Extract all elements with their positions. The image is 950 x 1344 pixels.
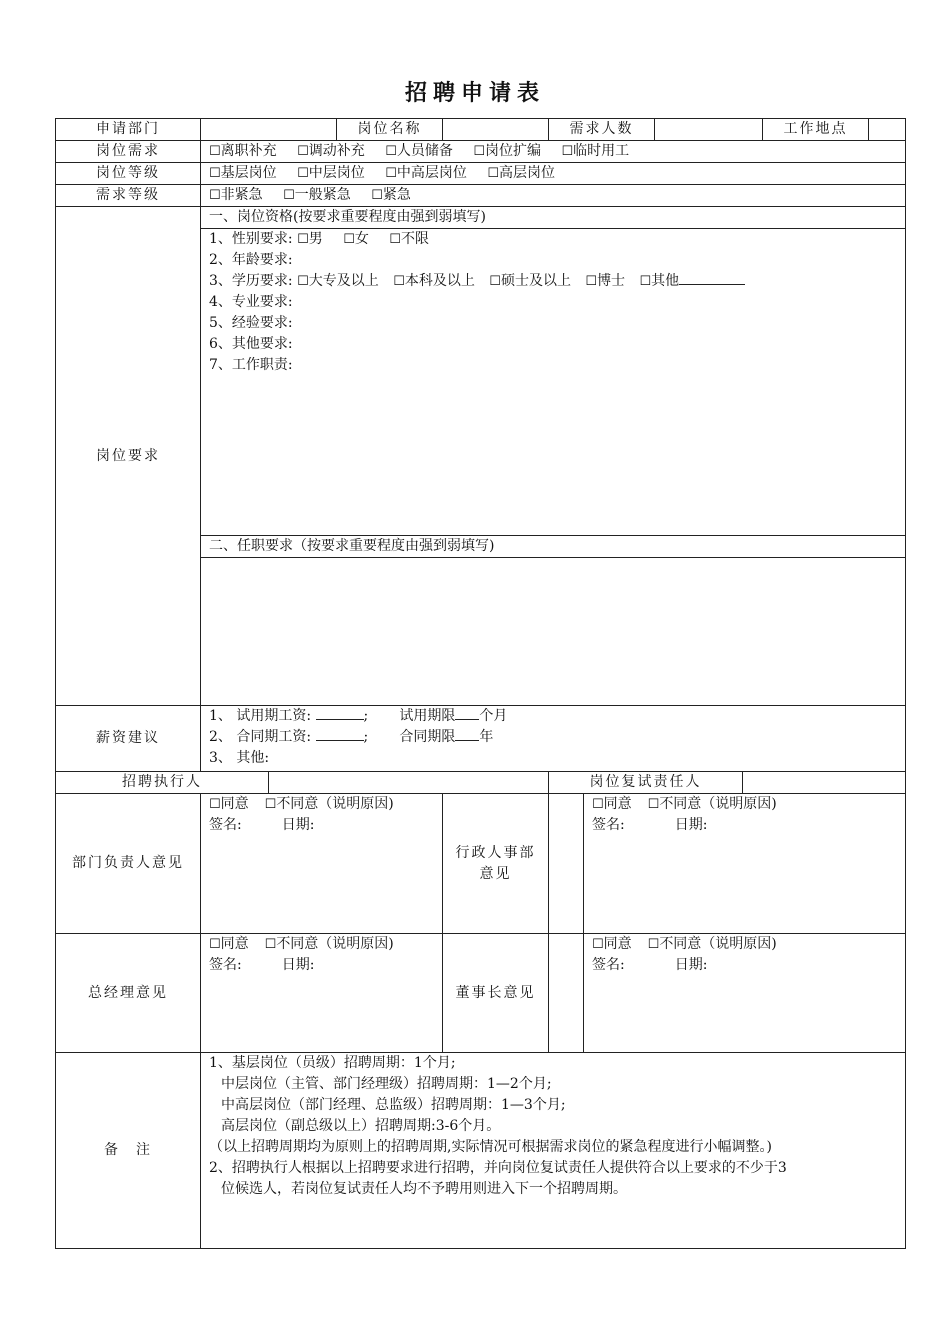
edu-other-blank[interactable]: [679, 284, 745, 285]
job-requirement-title: 二、任职要求（按要求重要程度由强到弱填写): [201, 536, 905, 558]
gm-opinion: [201, 934, 443, 1053]
probation-salary-label: 1、 试用期工资:: [209, 708, 312, 724]
edu-checkbox-1[interactable]: ☐ 大专及以上: [297, 273, 379, 289]
education-requirement: [209, 271, 897, 292]
page-title: 招聘申请表: [404, 81, 545, 106]
need-checkbox-4[interactable]: ☐ 岗位扩编: [473, 143, 541, 159]
hr-label: 行政人事部意见: [443, 794, 549, 934]
major-label: 4、专业要求:: [209, 294, 293, 310]
chairman-label: 董事长意见: [443, 934, 549, 1053]
level-checkbox-1[interactable]: ☐ 基层岗位: [209, 165, 277, 181]
gm-disagree-checkbox[interactable]: ☐ 不同意（说明原因): [265, 936, 394, 952]
remark-line-4: 高层岗位（副总级以上）招聘周期:3-6个月。: [221, 1118, 501, 1134]
dept-input[interactable]: [201, 119, 337, 141]
hr-opinion: [549, 794, 906, 934]
edu-checkbox-5[interactable]: ☐ 其他: [640, 273, 680, 289]
requirements-label: 岗位要求: [56, 207, 201, 706]
gm-sign-label: 签名:: [209, 957, 242, 973]
dept-head-disagree-checkbox[interactable]: ☐ 不同意（说明原因): [265, 796, 394, 812]
contract-period-blank[interactable]: [455, 740, 479, 741]
remark-line-3: 中高层岗位（部门经理、总监级）招聘周期：1—3个月;: [221, 1097, 566, 1113]
reviewer-label: 岗位复试责任人: [549, 772, 743, 794]
dept-label: 申请部门: [56, 119, 201, 141]
gender-checkbox-male[interactable]: ☐ 男: [297, 231, 323, 247]
edu-checkbox-4[interactable]: ☐ 博士: [585, 273, 625, 289]
probation-salary-blank[interactable]: [316, 719, 364, 720]
contract-period-label: 合同期限: [399, 729, 456, 745]
need-options: [201, 141, 906, 163]
edu-checkbox-3[interactable]: ☐ 硕士及以上: [489, 273, 571, 289]
salary-other-label: 3、 其他:: [209, 750, 270, 766]
chairman-disagree-checkbox[interactable]: ☐ 不同意（说明原因): [648, 936, 777, 952]
level-label: 岗位等级: [56, 163, 201, 185]
experience-label: 5、经验要求:: [209, 315, 293, 331]
urgency-checkbox-2[interactable]: ☐ 一般紧急: [283, 187, 351, 203]
headcount-input[interactable]: [655, 119, 763, 141]
urgency-label: 需求等级: [56, 185, 201, 207]
contract-salary-blank[interactable]: [316, 740, 364, 741]
dept-head-date-label: 日期:: [281, 817, 315, 833]
salary-section: [201, 706, 906, 772]
gm-agree-checkbox[interactable]: ☐ 同意: [209, 936, 249, 952]
level-checkbox-2[interactable]: ☐ 中层岗位: [297, 165, 365, 181]
probation-period-unit: 个月: [479, 708, 508, 724]
chairman-date-label: 日期:: [674, 957, 708, 973]
executor-input[interactable]: [269, 772, 549, 794]
remark-line-5: （以上招聘周期均为原则上的招聘周期,实际情况可根据需求岗位的紧急程度进行小幅调整。): [209, 1139, 772, 1155]
other-requirement-label: 6、其他要求:: [209, 336, 293, 352]
remark-line-2: 中层岗位（主管、部门经理级）招聘周期：1—2个月;: [221, 1076, 552, 1092]
executor-label: 招聘执行人: [56, 772, 269, 794]
probation-period-blank[interactable]: [455, 719, 479, 720]
gm-label: 总经理意见: [56, 934, 201, 1053]
location-input[interactable]: [869, 119, 906, 141]
education-label: 3、学历要求:: [209, 273, 293, 289]
hr-agree-checkbox[interactable]: ☐ 同意: [592, 796, 632, 812]
remarks-label: 备 注: [56, 1053, 201, 1249]
recruitment-form: [55, 118, 906, 1249]
dept-head-opinion: [201, 794, 443, 934]
hr-disagree-checkbox[interactable]: ☐ 不同意（说明原因): [648, 796, 777, 812]
need-checkbox-2[interactable]: ☐ 调动补充: [297, 143, 365, 159]
headcount-label: 需求人数: [549, 119, 655, 141]
probation-salary-line: 1、 试用期工资: ; 试用期限 个月: [209, 708, 508, 724]
qualification-section: [201, 207, 906, 536]
dept-head-agree-checkbox[interactable]: ☐ 同意: [209, 796, 249, 812]
salary-label: 薪资建议: [56, 706, 201, 772]
chairman-agree-checkbox[interactable]: ☐ 同意: [592, 936, 632, 952]
hr-date-label: 日期:: [674, 817, 708, 833]
need-checkbox-1[interactable]: ☐ 离职补充: [209, 143, 277, 159]
edu-checkbox-2[interactable]: ☐ 本科及以上: [393, 273, 475, 289]
reviewer-input[interactable]: [743, 772, 906, 794]
contract-salary-line: 2、 合同期工资: ; 合同期限 年: [209, 729, 494, 745]
contract-salary-label: 2、 合同期工资:: [209, 729, 312, 745]
gender-label: 1、性别要求:: [209, 231, 293, 247]
urgency-checkbox-3[interactable]: ☐ 紧急: [371, 187, 411, 203]
location-label: 工作地点: [763, 119, 869, 141]
qualification-title: 一、岗位资格(按要求重要程度由强到弱填写): [201, 207, 905, 229]
level-options: [201, 163, 906, 185]
remark-line-1: 1、基层岗位（员级）招聘周期：1个月;: [209, 1055, 456, 1071]
urgency-checkbox-1[interactable]: ☐ 非紧急: [209, 187, 263, 203]
need-checkbox-3[interactable]: ☐ 人员储备: [385, 143, 453, 159]
duty-label: 7、工作职责:: [209, 357, 293, 373]
position-input[interactable]: [443, 119, 549, 141]
gender-checkbox-any[interactable]: ☐ 不限: [389, 231, 429, 247]
gm-date-label: 日期:: [281, 957, 315, 973]
gender-requirement: [209, 229, 897, 250]
level-checkbox-4[interactable]: ☐ 高层岗位: [487, 165, 555, 181]
remark-line-6: 2、招聘执行人根据以上招聘要求进行招聘，并向岗位复试责任人提供符合以上要求的不少于3: [209, 1160, 787, 1176]
level-checkbox-3[interactable]: ☐ 中高层岗位: [385, 165, 467, 181]
need-checkbox-5[interactable]: ☐ 临时用工: [561, 143, 629, 159]
chairman-sign-label: 签名:: [592, 957, 625, 973]
age-label: 2、年龄要求:: [209, 252, 293, 268]
job-requirement-section: [201, 536, 906, 706]
remark-line-7: 位候选人，若岗位复试责任人均不予聘用则进入下一个招聘周期。: [221, 1181, 627, 1197]
contract-period-unit: 年: [479, 729, 494, 745]
gender-checkbox-female[interactable]: ☐ 女: [343, 231, 369, 247]
probation-period-label: 试用期限: [399, 708, 456, 724]
remarks-content: [201, 1053, 906, 1249]
urgency-options: [201, 185, 906, 207]
need-label: 岗位需求: [56, 141, 201, 163]
dept-head-label: 部门负责人意见: [56, 794, 201, 934]
chairman-opinion: [549, 934, 906, 1053]
hr-sign-label: 签名:: [592, 817, 625, 833]
dept-head-sign-label: 签名:: [209, 817, 242, 833]
position-label: 岗位名称: [337, 119, 443, 141]
